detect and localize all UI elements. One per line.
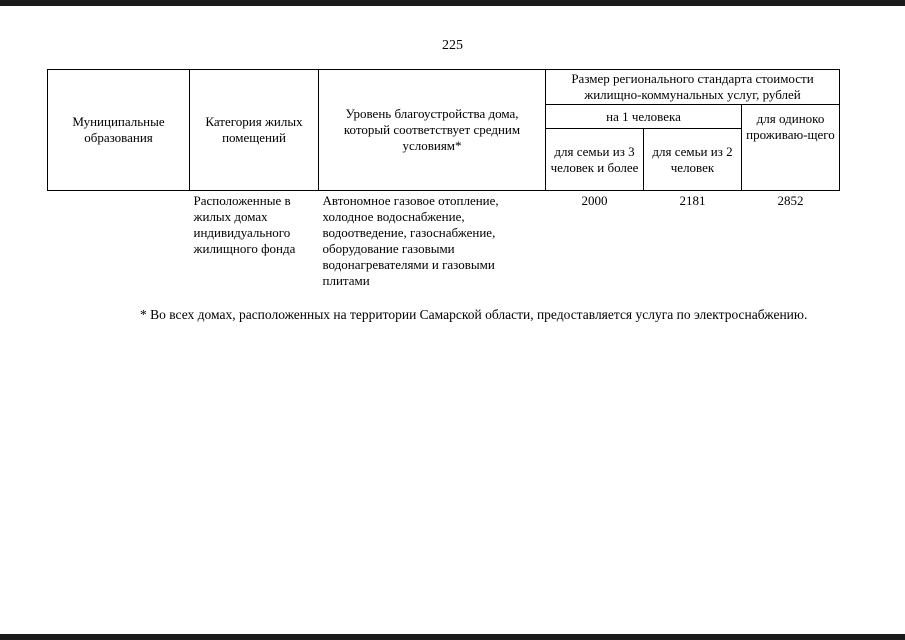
bottom-scan-border bbox=[0, 634, 905, 640]
cell-family-3-value: 2000 bbox=[581, 193, 608, 208]
cell-municipality bbox=[48, 191, 190, 290]
header-single-resident: для одиноко проживаю-щего bbox=[742, 105, 840, 191]
header-size-group: Размер регионального стандарта стоимости жилищно-коммунальных услуг, рублей bbox=[546, 70, 840, 105]
header-family-3: для семьи из 3 человек и более bbox=[546, 129, 644, 191]
cell-single-value: 2852 bbox=[777, 193, 804, 208]
page-number: 225 bbox=[442, 38, 463, 53]
cell-category: Расположенные в жилых домах индивидуального жилищного фонда bbox=[193, 193, 296, 256]
footnote: * Во всех домах, расположенных на территории Самарской области, предоставляется услуга по электроснабжению. bbox=[140, 307, 808, 322]
cell-family-2-value: 2181 bbox=[679, 193, 706, 208]
header-category: Категория жилых помещений bbox=[190, 70, 319, 191]
header-family-2: для семьи из 2 человек bbox=[644, 129, 742, 191]
cell-level: Автономное газовое отопление, холодное водоснабжение, водоотведение, газоснабжение, оборудование газовыми водонагревателями и газовыми плитами bbox=[322, 193, 499, 288]
housing-cost-standard-table bbox=[47, 69, 840, 289]
top-scan-border bbox=[0, 0, 905, 6]
header-per-person: на 1 человека bbox=[546, 105, 742, 129]
table-row bbox=[48, 191, 840, 290]
header-level: Уровень благоустройства дома, который соответствует средним условиям* bbox=[319, 70, 546, 191]
header-municipality: Муниципальные образования bbox=[48, 70, 190, 191]
